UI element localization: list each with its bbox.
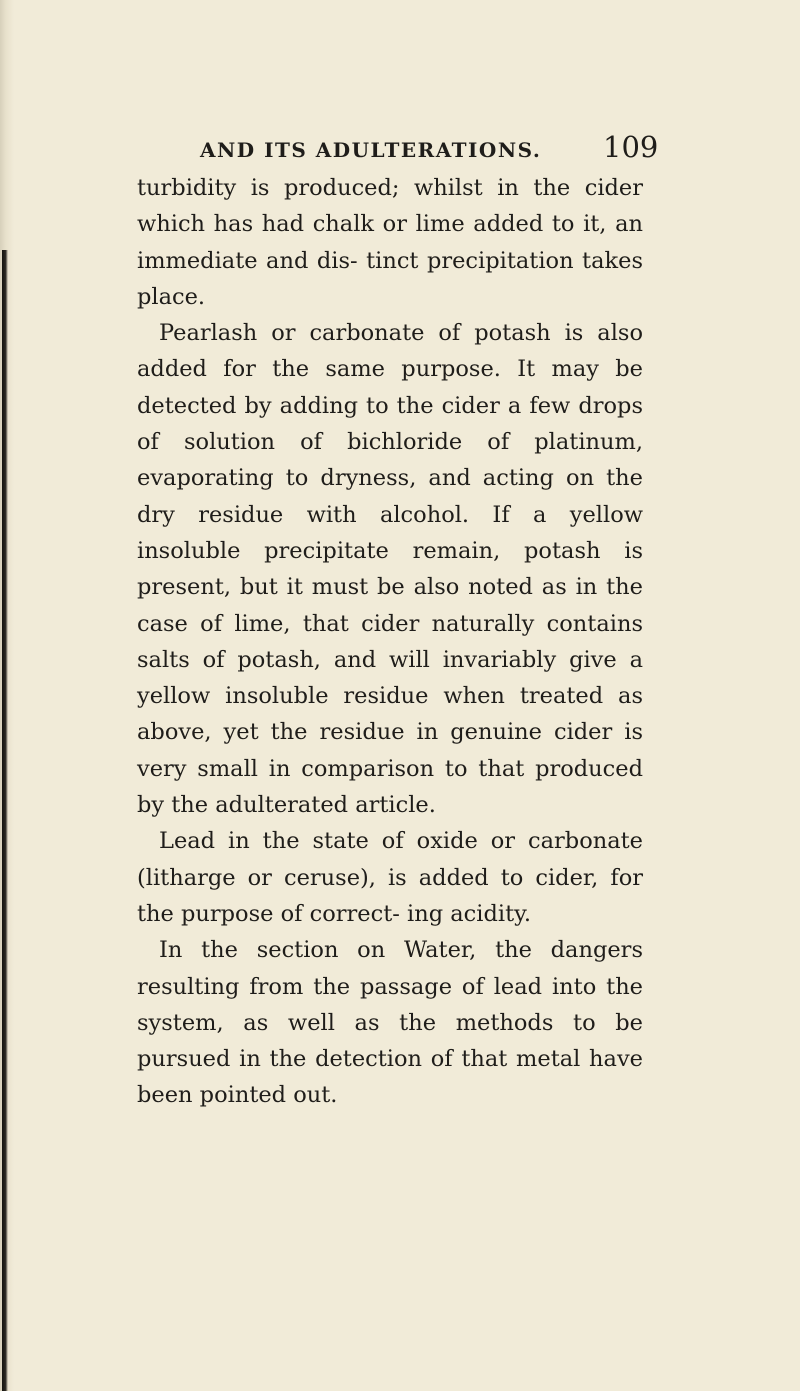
- paragraph-4: In the section on Water, the dangers resulting from the passage of lead into the system, as well as the methods to be pursued in the detection of that metal have been pointed out.: [137, 937, 643, 1109]
- running-head: [0, 126, 800, 166]
- paragraph-2: Pearlash or carbonate of potash is also added for the same purpose. It may be detected by adding to the cider a few drops of solution of bichloride of platinum, evaporating to dryness, and acting on the dry residue with alcohol. If a yellow insoluble precipitate remain, potash is present, but it must be also noted as in the case of lime, that cider naturally contains salts of potash, and will invariably give a yellow insoluble residue when treated as above, yet the residue in genuine cider is very small in comparison to that produced by the adulterated article.: [137, 320, 643, 819]
- page-number: 109: [603, 130, 659, 164]
- paragraph-3: Lead in the state of oxide or carbonate (litharge or ceruse), is added to cider, for the purpose of correct- ing acidity.: [137, 828, 643, 927]
- body-text: [137, 170, 643, 1114]
- paragraph-1: turbidity is produced; whilst in the cider which has had chalk or lime added to it, an immediate and dis- tinct precipitation takes place.: [137, 175, 643, 310]
- running-title: AND ITS ADULTERATIONS.: [200, 138, 542, 162]
- binding-shadow: [2, 250, 8, 1391]
